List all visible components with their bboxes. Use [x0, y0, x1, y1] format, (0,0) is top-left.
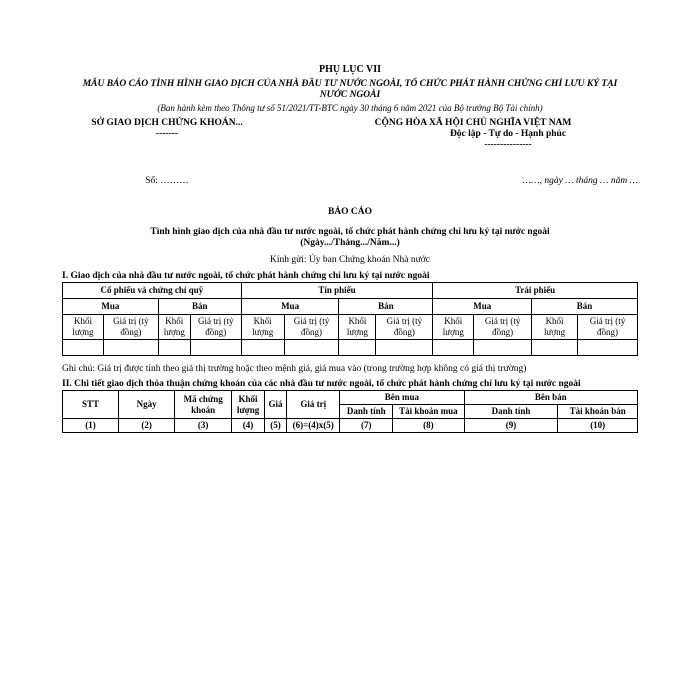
- column-number: (3): [175, 419, 232, 433]
- bonds-buy-value: Giá trị (tỷ đồng): [474, 315, 532, 340]
- column-number: (8): [393, 419, 464, 433]
- col-seller-id: Danh tính: [464, 405, 558, 419]
- stocks-sell-volume: Khối lượng: [158, 315, 190, 340]
- appendix-title: PHỤ LỤC VII: [318, 64, 382, 75]
- report-recipient: Kính gửi: Ủy ban Chứng khoán Nhà nước: [269, 255, 431, 266]
- section1-title: I. Giao dịch của nhà đầu tư nước ngoài, tổ chức phát hành chứng chỉ lưu ký tại nước ngoài: [62, 270, 430, 281]
- form-title: MẪU BÁO CÁO TÌNH HÌNH GIAO DỊCH CỦA NHÀ ĐẦU TƯ NƯỚC NGOÀI, TỔ CHỨC PHÁT HÀNH CHỨNG CHỈ LƯU KÝ TẠI NƯỚC NGOÀI: [82, 79, 618, 101]
- stocks-sell: Bán: [158, 299, 241, 315]
- bills-sell-volume: Khối lượng: [339, 315, 376, 340]
- column-number: (7): [340, 419, 393, 433]
- document-date: ……, ngày … tháng … năm …: [522, 175, 638, 186]
- col-volume: Khối lượng: [232, 391, 265, 419]
- column-number: (2): [119, 419, 175, 433]
- bonds-sell-value: Giá trị (tỷ đồng): [578, 315, 638, 340]
- column-number: (9): [464, 419, 558, 433]
- section2-title: II. Chi tiết giao dịch thỏa thuận chứng khoán của các nhà đầu tư nước ngoài, tổ chức phát hành chứng chỉ lưu ký tại nước ngoài: [62, 379, 581, 390]
- col-seller-account: Tài khoản bán: [558, 405, 638, 419]
- col-buyer-account: Tài khoản mua: [393, 405, 464, 419]
- bills-buy-value: Giá trị (tỷ đồng): [284, 315, 339, 340]
- group-bills: Tín phiếu: [241, 283, 433, 299]
- bills-sell-value: Giá trị (tỷ đồng): [376, 315, 433, 340]
- org-header: [62, 118, 638, 152]
- document-number: Số: ………: [145, 175, 189, 186]
- document-page: [62, 64, 638, 433]
- exchange-name: SỞ GIAO DỊCH CHỨNG KHOÁN...: [91, 117, 243, 128]
- col-buyer-id: Danh tính: [340, 405, 393, 419]
- issued-by-note: (Ban hành kèm theo Thông tư số 51/2021/TT-BTC ngày 30 tháng 6 năm 2021 của Bộ trưởng Bộ Tài chính): [157, 102, 543, 113]
- group-bonds: Trái phiếu: [433, 283, 638, 299]
- bonds-buy-volume: Khối lượng: [433, 315, 474, 340]
- col-value: Giá trị: [287, 391, 340, 419]
- column-number-row: [63, 419, 638, 433]
- column-number: (6)=(4)x(5): [287, 419, 340, 433]
- bonds-sell: Bán: [532, 299, 638, 315]
- section1-empty-row: [63, 339, 638, 355]
- exchange-divider: -------: [155, 128, 179, 139]
- col-stt: STT: [63, 391, 119, 419]
- bills-sell: Bán: [339, 299, 433, 315]
- col-price: Giá: [264, 391, 286, 419]
- column-number: (5): [264, 419, 286, 433]
- section1-table: [62, 282, 638, 356]
- report-title: BÁO CÁO: [327, 207, 373, 218]
- section1-note: Ghi chú: Giá trị được tính theo giá thị trường hoặc theo mệnh giá, giá mua vào (trong trường hợp không có giá thị trường): [62, 363, 527, 374]
- motto-divider: ---------------: [484, 140, 532, 151]
- bills-buy-volume: Khối lượng: [241, 315, 284, 340]
- number-date-row: [62, 176, 638, 187]
- col-buyer: Bên mua: [340, 391, 464, 405]
- bonds-buy: Mua: [433, 299, 532, 315]
- bonds-sell-volume: Khối lượng: [532, 315, 578, 340]
- stocks-buy: Mua: [63, 299, 159, 315]
- report-period: (Ngày.../Tháng.../Năm...): [300, 237, 400, 248]
- col-day: Ngày: [119, 391, 175, 419]
- section2-table: [62, 390, 638, 432]
- group-stocks: Cổ phiếu và chứng chỉ quỹ: [63, 283, 242, 299]
- column-number: (10): [558, 419, 638, 433]
- stocks-buy-volume: Khối lượng: [63, 315, 104, 340]
- org-left: [62, 118, 272, 152]
- col-seller: Bên bán: [464, 391, 637, 405]
- bills-buy: Mua: [241, 299, 339, 315]
- col-code: Mã chứng khoán: [175, 391, 232, 419]
- stocks-sell-value: Giá trị (tỷ đồng): [190, 315, 241, 340]
- org-right: [308, 118, 638, 152]
- column-number: (1): [63, 419, 119, 433]
- report-subtitle: Tình hình giao dịch của nhà đầu tư nước ngoài, tổ chức phát hành chứng chỉ lưu ký tại nước ngoài: [150, 226, 550, 237]
- national-motto: Độc lập - Tự do - Hạnh phúc: [449, 128, 567, 139]
- national-title: CỘNG HÒA XÃ HỘI CHỦ NGHĨA VIỆT NAM: [374, 117, 572, 128]
- column-number: (4): [232, 419, 265, 433]
- stocks-buy-value: Giá trị (tỷ đồng): [103, 315, 158, 340]
